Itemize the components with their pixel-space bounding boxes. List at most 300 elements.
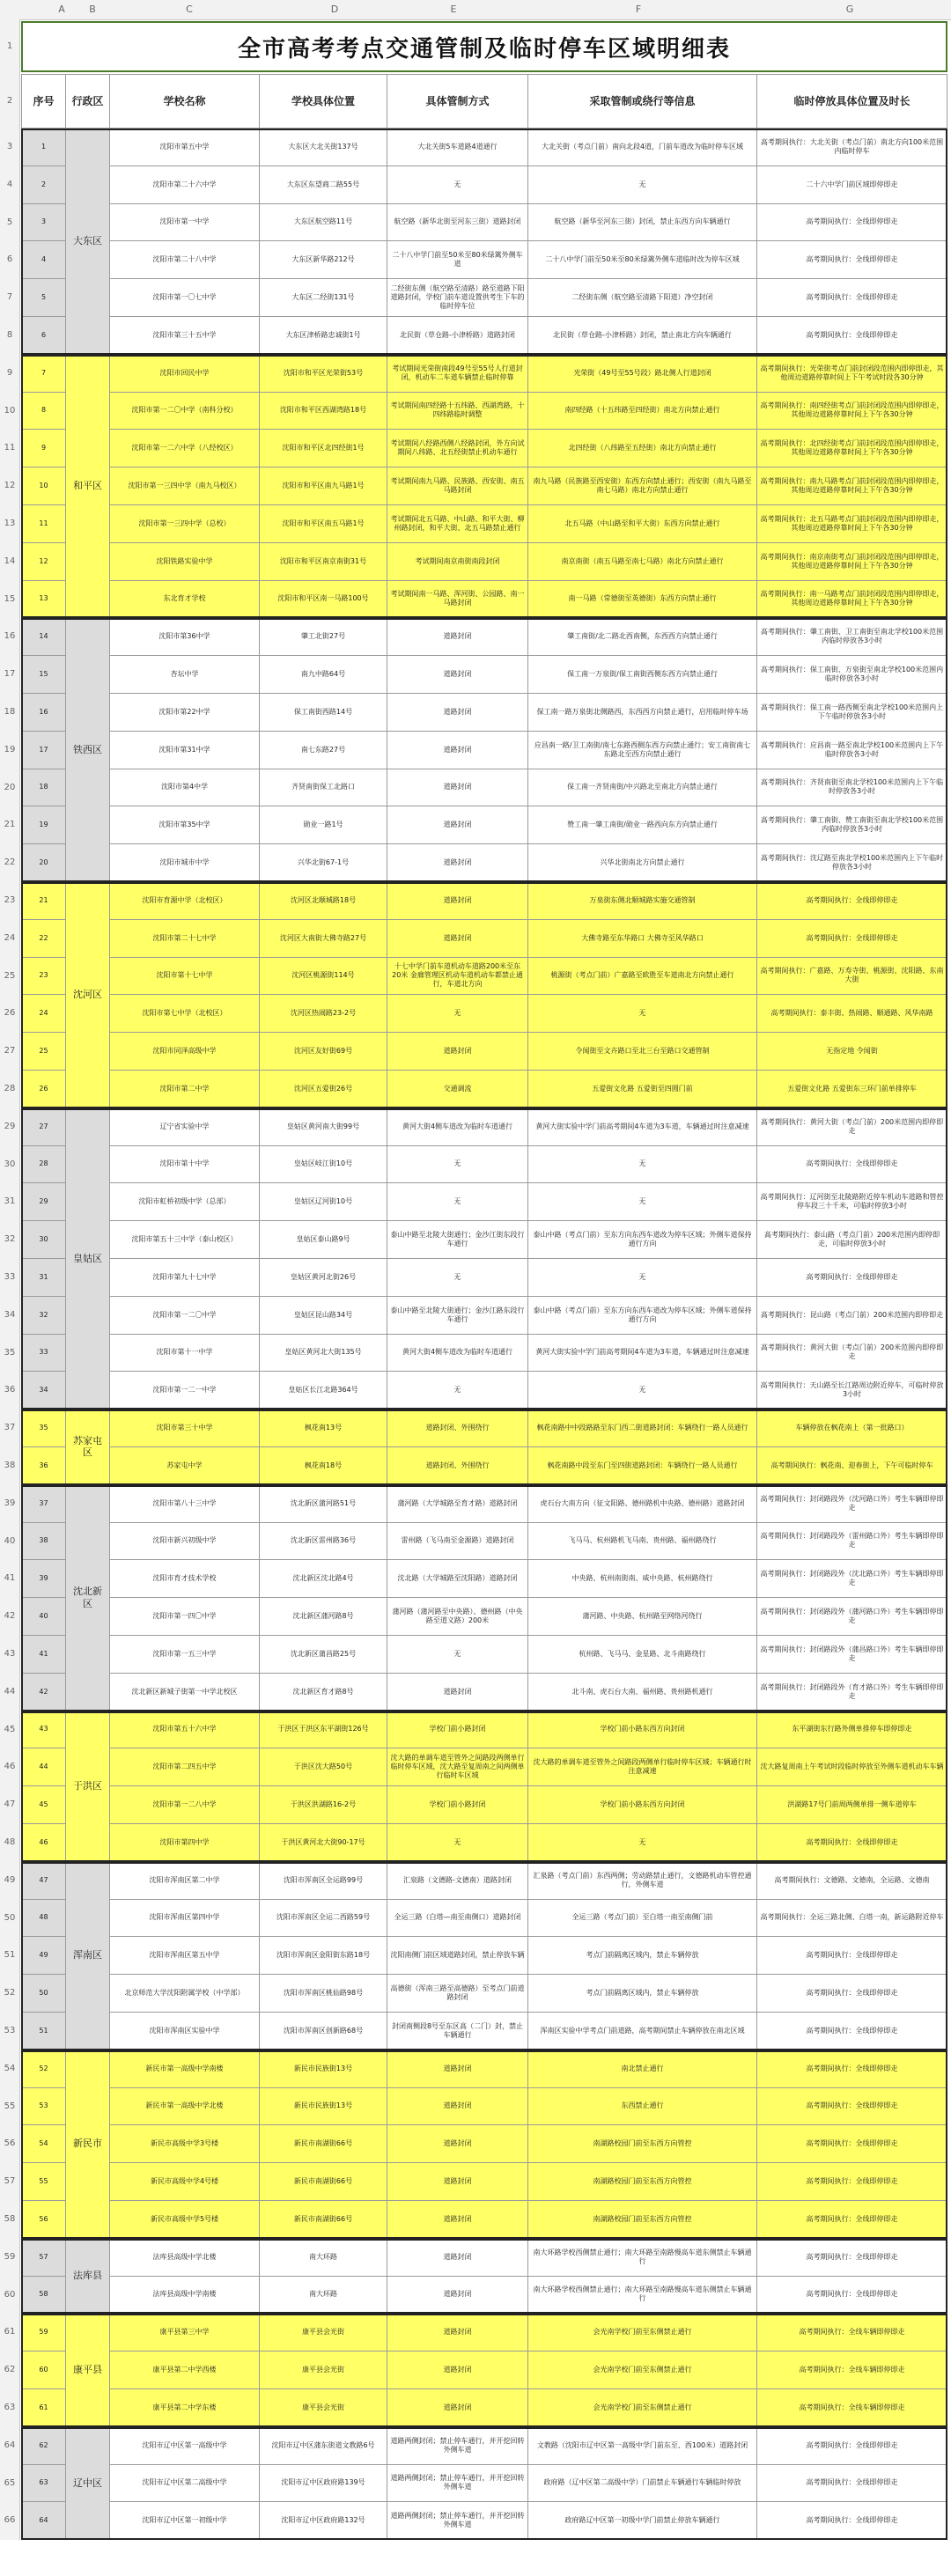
detour-info-cell[interactable]: 南九马路（民族路至西安街）东西方向禁止通行；西安街（南九马路至南七马路）南北方向禁止通行 xyxy=(528,467,757,505)
seq-cell[interactable]: 39 xyxy=(21,1560,66,1598)
detour-info-cell[interactable]: 南大环路学校西侧禁止通行；南大环路至南路慢高车道东侧禁止车辆通行 xyxy=(528,2239,757,2277)
row-number[interactable]: 44 xyxy=(0,1674,20,1711)
location-cell[interactable]: 皇姑区岐江街10号 xyxy=(260,1146,387,1184)
detour-info-cell[interactable]: 北民街（草仓路-小津桥路）封闭，禁止南北方向车辆通行 xyxy=(528,317,757,355)
location-cell[interactable]: 于洪区黄河北大街90-17号 xyxy=(260,1824,387,1862)
parking-cell[interactable]: 高考期间执行：黄河大街（考点门前）200米范围内即停即走 xyxy=(757,1335,947,1373)
row-number[interactable]: 41 xyxy=(0,1560,20,1598)
parking-cell[interactable]: 二十六中学门前区域即停即走 xyxy=(757,166,947,204)
detour-info-cell[interactable]: 浑南区实验中学考点门前道路，高考期间禁止车辆停放在南北区域 xyxy=(528,2013,757,2050)
control-method-cell[interactable]: 航空路（新华北街至河东三街）道路封闭 xyxy=(387,204,528,242)
school-name-cell[interactable]: 沈阳市第36中学 xyxy=(110,618,260,656)
location-cell[interactable]: 大东区大北关街137号 xyxy=(260,129,387,166)
parking-cell[interactable]: 高考期间执行：保工南街、万泉街至南北学校100米范围内临时停放各3小时 xyxy=(757,656,947,694)
control-method-cell[interactable]: 道路封闭、外围绕行 xyxy=(387,1447,528,1485)
detour-info-cell[interactable]: 五爱街文化路 五爱街至四圆门前 xyxy=(528,1071,757,1108)
location-cell[interactable]: 沈阳市和平区北四经街1号 xyxy=(260,430,387,467)
school-name-cell[interactable]: 沈阳市育源中学（北校区） xyxy=(110,882,260,920)
control-method-cell[interactable]: 无 xyxy=(387,1146,528,1184)
school-name-cell[interactable]: 沈阳市辽中区第一高级中学 xyxy=(110,2427,260,2465)
parking-cell[interactable]: 东平湖街东行路外侧单排停车即停即走 xyxy=(757,1711,947,1749)
detour-info-cell[interactable]: 无 xyxy=(528,1372,757,1409)
control-method-cell[interactable]: 道路封闭 xyxy=(387,2125,528,2163)
school-name-cell[interactable]: 沈阳市第十一中学 xyxy=(110,1335,260,1373)
control-method-cell[interactable]: 十七中学门前车道机动车道路200米至东20米 金廊管理区机动车道机动车都禁止通行，车道北方向 xyxy=(387,958,528,996)
parking-cell[interactable]: 高考期间执行：昆山路（考点门前）200米范围内即停即走 xyxy=(757,1297,947,1335)
seq-cell[interactable]: 22 xyxy=(21,920,66,958)
detour-info-cell[interactable]: 枫花南路中段至东门至四街道路封闭：车辆绕行一路人员通行 xyxy=(528,1447,757,1485)
seq-cell[interactable]: 63 xyxy=(21,2465,66,2503)
seq-cell[interactable]: 10 xyxy=(21,467,66,505)
district-cell[interactable]: 苏家屯区 xyxy=(66,1409,110,1485)
detour-info-cell[interactable]: 虎石台大南方向（征文阳路、德州路机中央路、德州路）道路封闭 xyxy=(528,1485,757,1523)
school-name-cell[interactable]: 法库县高级中学南楼 xyxy=(110,2277,260,2315)
control-method-cell[interactable]: 蒲河路（蒲河路至中央路）、德州路（中央路至道义路）200米 xyxy=(387,1598,528,1636)
row-number[interactable]: 39 xyxy=(0,1485,20,1523)
district-cell[interactable]: 铁西区 xyxy=(66,618,110,882)
location-cell[interactable]: 皇姑区辽河街10号 xyxy=(260,1183,387,1221)
control-method-cell[interactable]: 道路封闭 xyxy=(387,769,528,807)
detour-info-cell[interactable]: 二十八中学门前至50米至80米绿篱外侧车道临时改为停车区域 xyxy=(528,241,757,279)
detour-info-cell[interactable]: 保工南一路万泉街北侧路西，东西西方向禁止通行，启用临时停车场 xyxy=(528,694,757,732)
row-number[interactable]: 27 xyxy=(0,1033,20,1071)
detour-info-cell[interactable]: 黄河大街实验中学门前高考期间4车道为3车道，车辆通过时注意减速 xyxy=(528,1335,757,1373)
parking-cell[interactable]: 高考期间执行：肇工南街、赞工南街至南北学校100米范围内临时停放各3小时 xyxy=(757,806,947,844)
detour-info-cell[interactable]: 无 xyxy=(528,1824,757,1862)
school-name-cell[interactable]: 沈阳市城市中学 xyxy=(110,844,260,882)
parking-cell[interactable]: 高考期间执行：光荣街考点门前封闭段范围内即停即走，其他周边道路停靠时间上下午考试时段各30分钟 xyxy=(757,355,947,393)
parking-cell[interactable]: 高考期间执行：封闭路段外（蒲昌路口外）考生车辆即停即走 xyxy=(757,1636,947,1674)
row-number[interactable]: 55 xyxy=(0,2088,20,2126)
detour-info-cell[interactable]: 政府路辽中区第一初级中学门前禁止停放车辆通行 xyxy=(528,2502,757,2540)
row-number[interactable]: 26 xyxy=(0,995,20,1033)
control-method-cell[interactable]: 考试期间南一马路、浑河街、公园路、南一马路封闭 xyxy=(387,581,528,619)
seq-cell[interactable]: 23 xyxy=(21,958,66,996)
row-number[interactable]: 57 xyxy=(0,2163,20,2201)
location-cell[interactable]: 康平县会光街 xyxy=(260,2352,387,2389)
seq-cell[interactable]: 37 xyxy=(21,1485,66,1523)
detour-info-cell[interactable]: 万泉街东侧北顺城路实施交通管制 xyxy=(528,882,757,920)
row-number[interactable]: 46 xyxy=(0,1748,20,1786)
school-name-cell[interactable]: 沈阳市第二十七中学 xyxy=(110,920,260,958)
location-cell[interactable]: 沈河区五爱街26号 xyxy=(260,1071,387,1108)
seq-cell[interactable]: 49 xyxy=(21,1937,66,1975)
seq-cell[interactable]: 15 xyxy=(21,656,66,694)
control-method-cell[interactable]: 沈北路（大学城路至沈阳路）道路封闭 xyxy=(387,1560,528,1598)
detour-info-cell[interactable]: 南京南街（南五马路至南七马路）南北方向禁止通行 xyxy=(528,543,757,581)
control-method-cell[interactable]: 无 xyxy=(387,1183,528,1221)
control-method-cell[interactable]: 道路封闭 xyxy=(387,732,528,769)
school-name-cell[interactable]: 新民市第一高级中学北楼 xyxy=(110,2088,260,2126)
control-method-cell[interactable]: 二十八中学门前至50米至80米绿篱外侧车道 xyxy=(387,241,528,279)
seq-cell[interactable]: 31 xyxy=(21,1259,66,1297)
seq-cell[interactable]: 26 xyxy=(21,1071,66,1108)
parking-cell[interactable]: 高考期间执行：泰山路（考点门前）200米范围内即停即走，可临时停放3小时 xyxy=(757,1221,947,1259)
school-name-cell[interactable]: 沈阳市第三十中学 xyxy=(110,1409,260,1447)
detour-info-cell[interactable]: 桃源街（考点门前）广嘉路至欧胜至车道南北方向禁止通行 xyxy=(528,958,757,996)
parking-cell[interactable]: 高考期间执行：北五马路考点门前封闭段范围内即停即走，其他周边道路停靠时间上下午各30分钟 xyxy=(757,505,947,543)
school-name-cell[interactable]: 沈阳市第一二〇中学 xyxy=(110,1297,260,1335)
seq-cell[interactable]: 1 xyxy=(21,129,66,166)
detour-info-cell[interactable]: 南大环路学校西侧禁止通行；南大环路至南路慢高车道东侧禁止车辆通行 xyxy=(528,2277,757,2315)
parking-cell[interactable]: 高考期间执行：肇工南街、卫工南街至南北学校100米范围内临时停放各3小时 xyxy=(757,618,947,656)
row-number[interactable]: 29 xyxy=(0,1108,20,1146)
parking-cell[interactable]: 高考期间执行：应昌南一路至南北学校100米范围内上下午临时停放各3小时 xyxy=(757,732,947,769)
control-method-cell[interactable]: 道路封闭 xyxy=(387,1033,528,1071)
control-method-cell[interactable]: 大北关街5车道路4道通行 xyxy=(387,129,528,166)
seq-cell[interactable]: 2 xyxy=(21,166,66,204)
row-number[interactable]: 3 xyxy=(0,129,20,166)
control-method-cell[interactable]: 无 xyxy=(387,1824,528,1862)
parking-cell[interactable]: 高考期间执行：南九马路考点门前封闭段范围内即停即走，其他周边道路停靠时间上下午各30分钟 xyxy=(757,467,947,505)
location-cell[interactable]: 兴华北街67-1号 xyxy=(260,844,387,882)
location-cell[interactable]: 新民市民族街13号 xyxy=(260,2050,387,2088)
location-cell[interactable]: 沈阳市浑南区桃仙路98号 xyxy=(260,1975,387,2013)
row-number[interactable]: 17 xyxy=(0,656,20,694)
control-method-cell[interactable]: 考试期间南九马路、民族路、西安街、南五马路封闭 xyxy=(387,467,528,505)
location-cell[interactable]: 皇姑区昆山路34号 xyxy=(260,1297,387,1335)
location-cell[interactable]: 沈北新区蒲河路51号 xyxy=(260,1485,387,1523)
row-number[interactable]: 6 xyxy=(0,241,20,279)
control-method-cell[interactable]: 全运三路（白塔—南至南侧口）道路封闭 xyxy=(387,1900,528,1938)
location-cell[interactable]: 新民市民族街13号 xyxy=(260,2088,387,2126)
control-method-cell[interactable]: 无 xyxy=(387,1372,528,1409)
location-cell[interactable]: 沈河区大南街大佛寺路27号 xyxy=(260,920,387,958)
parking-cell[interactable]: 高考期间执行：全运三路北侧、白塔一南，新运路附近停车 xyxy=(757,1900,947,1938)
column-letter-e[interactable]: E xyxy=(450,4,457,15)
parking-cell[interactable]: 高考期间执行：广嘉路、万寿寺街、桃源街、沈阳路、东南大街 xyxy=(757,958,947,996)
parking-cell[interactable]: 五爱街文化路 五爱街东三环门前单排停车 xyxy=(757,1071,947,1108)
detour-info-cell[interactable]: 中央路、杭州南街南、威中央路、杭州路绕行 xyxy=(528,1560,757,1598)
control-method-cell[interactable]: 道路封闭 xyxy=(387,2163,528,2201)
row-number[interactable]: 63 xyxy=(0,2389,20,2427)
seq-cell[interactable]: 52 xyxy=(21,2050,66,2088)
parking-cell[interactable]: 高考期间执行：泰丰街、热闹路、顺通路、风华南路 xyxy=(757,995,947,1033)
detour-info-cell[interactable]: 泰山中路（考点门前）至东方向东西车道改为停车区域；外侧车道保持通行方向 xyxy=(528,1221,757,1259)
row-number[interactable]: 18 xyxy=(0,694,20,732)
seq-cell[interactable]: 59 xyxy=(21,2314,66,2352)
parking-cell[interactable]: 高考期间执行：全线即停即走 xyxy=(757,2088,947,2126)
location-cell[interactable]: 皇姑区黄河北街26号 xyxy=(260,1259,387,1297)
school-name-cell[interactable]: 沈阳市第一五三中学 xyxy=(110,1636,260,1674)
control-method-cell[interactable]: 北民街（草仓路-小津桥路）道路封闭 xyxy=(387,317,528,355)
parking-cell[interactable]: 高考期间执行：全线即停即走 xyxy=(757,2201,947,2239)
school-name-cell[interactable]: 沈阳市第35中学 xyxy=(110,806,260,844)
row-number[interactable]: 33 xyxy=(0,1259,20,1297)
school-name-cell[interactable]: 新民市高级中学5号楼 xyxy=(110,2201,260,2239)
school-name-cell[interactable]: 沈阳市第二十六中学 xyxy=(110,166,260,204)
control-method-cell[interactable]: 雷州路（飞马南至金源路）道路封闭 xyxy=(387,1523,528,1561)
district-cell[interactable]: 和平区 xyxy=(66,355,110,619)
school-name-cell[interactable]: 沈阳市第四中学 xyxy=(110,1824,260,1862)
control-method-cell[interactable]: 黄河大街4侧车道改为临时车道通行 xyxy=(387,1108,528,1146)
parking-cell[interactable]: 车辆停放在枫花南上（第一批路口） xyxy=(757,1409,947,1447)
school-name-cell[interactable]: 沈阳市第4中学 xyxy=(110,769,260,807)
school-name-cell[interactable]: 沈阳市新兴初级中学 xyxy=(110,1523,260,1561)
detour-info-cell[interactable]: 保工南一齐贤南街/中兴路北至南北方向禁止通行 xyxy=(528,769,757,807)
seq-cell[interactable]: 8 xyxy=(21,393,66,431)
seq-cell[interactable]: 32 xyxy=(21,1297,66,1335)
school-name-cell[interactable]: 沈阳市同泽高级中学 xyxy=(110,1033,260,1071)
control-method-cell[interactable]: 道路封闭 xyxy=(387,694,528,732)
location-cell[interactable]: 于洪区洪湖路16-2号 xyxy=(260,1786,387,1824)
school-name-cell[interactable]: 沈阳市第十七中学 xyxy=(110,958,260,996)
parking-cell[interactable]: 高考期间执行：南京南街考点门前封闭段范围内即停即走，其他周边道路停靠时间上下午各30分钟 xyxy=(757,543,947,581)
location-cell[interactable]: 沈阳市和平区西湖湾路18号 xyxy=(260,393,387,431)
detour-info-cell[interactable]: 二经街东侧（航空路至清路下阳道）净空封闭 xyxy=(528,279,757,317)
school-name-cell[interactable]: 沈阳市第31中学 xyxy=(110,732,260,769)
detour-info-cell[interactable]: 无 xyxy=(528,995,757,1033)
control-method-cell[interactable]: 道路封闭 xyxy=(387,2201,528,2239)
school-name-cell[interactable]: 沈阳市辽中区第二高级中学 xyxy=(110,2465,260,2503)
seq-cell[interactable]: 56 xyxy=(21,2201,66,2239)
detour-info-cell[interactable]: 沈大路的单调车道至管外之间路段两侧单行临时停车区域；车辆通行时注意减速 xyxy=(528,1748,757,1786)
location-cell[interactable]: 沈阳市和平区南一马路100号 xyxy=(260,581,387,619)
location-cell[interactable]: 大东区新华路212号 xyxy=(260,241,387,279)
row-number[interactable]: 2 xyxy=(0,74,20,129)
parking-cell[interactable]: 高考期间执行：文德路、文德南，全运路、文德南 xyxy=(757,1862,947,1900)
column-letter-f[interactable]: F xyxy=(635,4,642,15)
district-cell[interactable]: 新民市 xyxy=(66,2050,110,2239)
detour-info-cell[interactable]: 全运三路（考点门前）至白塔一南至南侧门前 xyxy=(528,1900,757,1938)
detour-info-cell[interactable]: 北四经街（八纬路至五经街）南北方向禁止通行 xyxy=(528,430,757,467)
seq-cell[interactable]: 3 xyxy=(21,204,66,242)
parking-cell[interactable]: 洪湖路17号门前周两侧单排一侧车道停车 xyxy=(757,1786,947,1824)
parking-cell[interactable]: 高考期间执行：封闭路段外（雷州路口外）考生车辆即停即走 xyxy=(757,1523,947,1561)
parking-cell[interactable]: 高考期间执行：全线车辆即停即走 xyxy=(757,2389,947,2427)
location-cell[interactable]: 勋业一路1号 xyxy=(260,806,387,844)
district-cell[interactable]: 皇姑区 xyxy=(66,1108,110,1409)
row-number[interactable]: 7 xyxy=(0,279,20,317)
location-cell[interactable]: 新民市南湖街66号 xyxy=(260,2201,387,2239)
detour-info-cell[interactable]: 会光南学校门前至东侧禁止通行 xyxy=(528,2389,757,2427)
row-number[interactable]: 52 xyxy=(0,1975,20,2013)
location-cell[interactable]: 沈阳市辽中区政府路139号 xyxy=(260,2465,387,2503)
location-cell[interactable]: 沈北新区雷州路36号 xyxy=(260,1523,387,1561)
location-cell[interactable]: 大东区航空路11号 xyxy=(260,204,387,242)
control-method-cell[interactable]: 道路封闭 xyxy=(387,882,528,920)
control-method-cell[interactable]: 道路封闭 xyxy=(387,2050,528,2088)
school-name-cell[interactable]: 北京师范大学沈阳附属学校（中学部） xyxy=(110,1975,260,2013)
row-number[interactable]: 58 xyxy=(0,2201,20,2239)
location-cell[interactable]: 大东区二经街131号 xyxy=(260,279,387,317)
row-number[interactable]: 66 xyxy=(0,2502,20,2540)
seq-cell[interactable]: 11 xyxy=(21,505,66,543)
control-method-cell[interactable]: 道路封闭 xyxy=(387,656,528,694)
row-number[interactable]: 40 xyxy=(0,1523,20,1561)
row-number[interactable]: 20 xyxy=(0,769,20,807)
detour-info-cell[interactable]: 南一马路（常德街至英德街）东西方向禁止通行 xyxy=(528,581,757,619)
row-number[interactable]: 11 xyxy=(0,430,20,467)
seq-cell[interactable]: 44 xyxy=(21,1748,66,1786)
location-cell[interactable]: 枫花南13号 xyxy=(260,1409,387,1447)
school-name-cell[interactable]: 辽宁省实验中学 xyxy=(110,1108,260,1146)
row-number[interactable]: 47 xyxy=(0,1786,20,1824)
location-cell[interactable]: 沈河区友好街69号 xyxy=(260,1033,387,1071)
seq-cell[interactable]: 34 xyxy=(21,1372,66,1409)
detour-info-cell[interactable]: 应昌南一路/卫工南街/南七东路西侧东西方向禁止通行；安工南街南七东路北至西方向禁止通行 xyxy=(528,732,757,769)
control-method-cell[interactable]: 汇泉路（文德路-文德南）道路封闭 xyxy=(387,1862,528,1900)
parking-cell[interactable]: 高考期间执行：全线即停即走 xyxy=(757,2050,947,2088)
row-number[interactable]: 12 xyxy=(0,467,20,505)
location-cell[interactable]: 皇姑区黄河北大街135号 xyxy=(260,1335,387,1373)
row-number[interactable]: 19 xyxy=(0,732,20,769)
parking-cell[interactable]: 高考期间执行：封闭路段外（沈北路口外）考生车辆即停即走 xyxy=(757,1560,947,1598)
parking-cell[interactable]: 高考期间执行：全线即停即走 xyxy=(757,1937,947,1975)
control-method-cell[interactable]: 学校门前小路封闭 xyxy=(387,1786,528,1824)
district-cell[interactable]: 于洪区 xyxy=(66,1711,110,1862)
detour-info-cell[interactable]: 学校门前小路东西方向封闭 xyxy=(528,1786,757,1824)
seq-cell[interactable]: 7 xyxy=(21,355,66,393)
seq-cell[interactable]: 50 xyxy=(21,1975,66,2013)
location-cell[interactable]: 沈阳市浑南区全运路99号 xyxy=(260,1862,387,1900)
parking-cell[interactable]: 高考期间执行：天山路至长江路周边附近停车，可临时停放3小时 xyxy=(757,1372,947,1409)
detour-info-cell[interactable]: 南湖路校园门前至东西方向管控 xyxy=(528,2163,757,2201)
seq-cell[interactable]: 13 xyxy=(21,581,66,619)
detour-info-cell[interactable]: 北五马路（中山路至和平大街）东西方向禁止通行 xyxy=(528,505,757,543)
row-number[interactable]: 37 xyxy=(0,1409,20,1447)
school-name-cell[interactable]: 沈阳市第22中学 xyxy=(110,694,260,732)
row-number[interactable]: 43 xyxy=(0,1636,20,1674)
district-cell[interactable]: 浑南区 xyxy=(66,1862,110,2050)
column-letter-g[interactable]: G xyxy=(845,4,854,15)
row-number[interactable]: 31 xyxy=(0,1183,20,1221)
location-cell[interactable]: 沈北新区沈北路4号 xyxy=(260,1560,387,1598)
control-method-cell[interactable]: 道路两侧封闭；禁止停车通行，并开挖回转外侧车道 xyxy=(387,2427,528,2465)
location-cell[interactable]: 于洪区沈大路50号 xyxy=(260,1748,387,1786)
parking-cell[interactable]: 高考期间执行：齐贤南街至南北学校100米范围内上下午临时停放各3小时 xyxy=(757,769,947,807)
parking-cell[interactable]: 高考期间执行：黄河大街（考点门前）200米范围内即停即走 xyxy=(757,1108,947,1146)
location-cell[interactable]: 沈北新区蒲昌路25号 xyxy=(260,1636,387,1674)
location-cell[interactable]: 沈阳市辽中区政府路132号 xyxy=(260,2502,387,2540)
row-number[interactable]: 53 xyxy=(0,2013,20,2050)
parking-cell[interactable]: 高考期间执行：全线即停即走 xyxy=(757,1146,947,1184)
seq-cell[interactable]: 30 xyxy=(21,1221,66,1259)
row-number[interactable]: 4 xyxy=(0,166,20,204)
parking-cell[interactable]: 高考期间执行：保工南一路西侧至南北学校100米范围内上下午临时停放各3小时 xyxy=(757,694,947,732)
parking-cell[interactable]: 高考期间执行：全线车辆即停即走 xyxy=(757,2352,947,2389)
parking-cell[interactable]: 高考期间执行：南一马路考点门前封闭段范围内即停即走，其他周边道路停靠时间上下午各30分钟 xyxy=(757,581,947,619)
location-cell[interactable]: 枫花南18号 xyxy=(260,1447,387,1485)
school-name-cell[interactable]: 沈阳市第二十八中学 xyxy=(110,241,260,279)
row-number[interactable]: 13 xyxy=(0,505,20,543)
detour-info-cell[interactable]: 会光南学校门前至东侧禁止通行 xyxy=(528,2352,757,2389)
column-letter-a[interactable]: A xyxy=(58,4,65,15)
row-number[interactable]: 9 xyxy=(0,355,20,393)
school-name-cell[interactable]: 东北育才学校 xyxy=(110,581,260,619)
parking-cell[interactable]: 高考期间执行：全线即停即走 xyxy=(757,2502,947,2540)
school-name-cell[interactable]: 沈阳市第一二〇中学（南科分校） xyxy=(110,393,260,431)
control-method-cell[interactable]: 道路封闭 xyxy=(387,2239,528,2277)
control-method-cell[interactable]: 考试期间南四经路十五纬路、西湖湾路，十四纬路临时调整 xyxy=(387,393,528,431)
row-number[interactable]: 14 xyxy=(0,543,20,581)
seq-cell[interactable]: 17 xyxy=(21,732,66,769)
school-name-cell[interactable]: 沈阳市第二四五中学 xyxy=(110,1748,260,1786)
location-cell[interactable]: 皇姑区泰山路9号 xyxy=(260,1221,387,1259)
row-number[interactable]: 36 xyxy=(0,1372,20,1409)
detour-info-cell[interactable]: 航空路（新华至河东三街）封闭，禁止东西方向车辆通行 xyxy=(528,204,757,242)
row-number[interactable]: 28 xyxy=(0,1071,20,1108)
control-method-cell[interactable]: 道路封闭 xyxy=(387,920,528,958)
seq-cell[interactable]: 25 xyxy=(21,1033,66,1071)
parking-cell[interactable]: 沈大路复周南上午考试时段临时停放至外侧车道机动车车辆 xyxy=(757,1748,947,1786)
control-method-cell[interactable]: 道路封闭 xyxy=(387,844,528,882)
control-method-cell[interactable]: 泰山中路至北陵大街通行；金沙江路东段行车通行 xyxy=(387,1297,528,1335)
seq-cell[interactable]: 24 xyxy=(21,995,66,1033)
location-cell[interactable]: 沈阳市和平区南五马路1号 xyxy=(260,505,387,543)
control-method-cell[interactable]: 道路封闭 xyxy=(387,618,528,656)
seq-cell[interactable]: 51 xyxy=(21,2013,66,2050)
location-cell[interactable]: 南七东路27号 xyxy=(260,732,387,769)
row-number[interactable]: 56 xyxy=(0,2125,20,2163)
seq-cell[interactable]: 16 xyxy=(21,694,66,732)
detour-info-cell[interactable]: 令闻街至文卉路口至北三台至路口交通管制 xyxy=(528,1033,757,1071)
school-name-cell[interactable]: 沈阳市第十中学 xyxy=(110,1146,260,1184)
seq-cell[interactable]: 64 xyxy=(21,2502,66,2540)
parking-cell[interactable]: 高考期间执行：全线即停即走 xyxy=(757,279,947,317)
school-name-cell[interactable]: 沈阳市第五十六中学 xyxy=(110,1711,260,1749)
control-method-cell[interactable]: 考试期间八经路西侧八经路封闭，外方向试期间八纬路、北五经街禁止机动车通行 xyxy=(387,430,528,467)
seq-cell[interactable]: 28 xyxy=(21,1146,66,1184)
district-cell[interactable]: 法库县 xyxy=(66,2239,110,2315)
row-number[interactable]: 49 xyxy=(0,1862,20,1900)
location-cell[interactable]: 康平县会光街 xyxy=(260,2389,387,2427)
control-method-cell[interactable]: 道路封闭 xyxy=(387,2314,528,2352)
column-letter-b[interactable]: B xyxy=(89,4,96,15)
school-name-cell[interactable]: 沈阳市第九十七中学 xyxy=(110,1259,260,1297)
district-cell[interactable]: 辽中区 xyxy=(66,2427,110,2540)
detour-info-cell[interactable]: 飞马马、杭州路机飞马南、贵州路、福州路绕行 xyxy=(528,1523,757,1561)
location-cell[interactable]: 新民市南湖街66号 xyxy=(260,2125,387,2163)
row-number[interactable]: 30 xyxy=(0,1146,20,1184)
row-number[interactable]: 10 xyxy=(0,393,20,431)
seq-cell[interactable]: 58 xyxy=(21,2277,66,2315)
seq-cell[interactable]: 19 xyxy=(21,806,66,844)
seq-cell[interactable]: 27 xyxy=(21,1108,66,1146)
school-name-cell[interactable]: 沈阳市虹桥初级中学（总部） xyxy=(110,1183,260,1221)
row-number[interactable]: 48 xyxy=(0,1824,20,1862)
parking-cell[interactable]: 高考期间执行：南四经街考点门前封闭段范围内即停即走，其他周边道路停靠时间上下午各30分钟 xyxy=(757,393,947,431)
school-name-cell[interactable]: 沈阳市回民中学 xyxy=(110,355,260,393)
school-name-cell[interactable]: 沈阳市第一二六中学（八经校区） xyxy=(110,430,260,467)
detour-info-cell[interactable]: 南湖路校园门前至东西方向管控 xyxy=(528,2201,757,2239)
parking-cell[interactable]: 高考期间执行：封闭路段外（育才路口外）考生车辆即停即走 xyxy=(757,1674,947,1711)
control-method-cell[interactable]: 沈阳南侧门前区域道路封闭，禁止停放车辆 xyxy=(387,1937,528,1975)
detour-info-cell[interactable]: 南北禁止通行 xyxy=(528,2050,757,2088)
location-cell[interactable]: 皇姑区长江北路364号 xyxy=(260,1372,387,1409)
parking-cell[interactable]: 高考期间执行：封闭路段外（沈河路口外）考生车辆即停即走 xyxy=(757,1485,947,1523)
row-number[interactable]: 21 xyxy=(0,806,20,844)
detour-info-cell[interactable]: 南湖路校园门前至东西方向管控 xyxy=(528,2125,757,2163)
seq-cell[interactable]: 38 xyxy=(21,1523,66,1561)
detour-info-cell[interactable]: 大北关街（考点门前）南向北段4道，门前车道改为临时停车区域 xyxy=(528,129,757,166)
school-name-cell[interactable]: 杏坛中学 xyxy=(110,656,260,694)
location-cell[interactable]: 齐贤南街保工北路口 xyxy=(260,769,387,807)
parking-cell[interactable]: 高考期间执行：全线即停即走 xyxy=(757,2125,947,2163)
control-method-cell[interactable]: 黄河大街4侧车道改为临时车道通行 xyxy=(387,1335,528,1373)
parking-cell[interactable]: 高考期间执行：全线即停即走 xyxy=(757,2427,947,2465)
school-name-cell[interactable]: 沈阳市浑南区第五中学 xyxy=(110,1937,260,1975)
location-cell[interactable]: 肇工北街27号 xyxy=(260,618,387,656)
control-method-cell[interactable]: 泰山中路至北陵大街通行；金沙江街东段行车通行 xyxy=(387,1221,528,1259)
row-number[interactable]: 25 xyxy=(0,958,20,996)
control-method-cell[interactable]: 道路封闭 xyxy=(387,2352,528,2389)
row-number[interactable]: 34 xyxy=(0,1297,20,1335)
parking-cell[interactable]: 高考期间执行：全线即停即走 xyxy=(757,1975,947,2013)
row-number[interactable]: 59 xyxy=(0,2239,20,2277)
district-cell[interactable]: 沈河区 xyxy=(66,882,110,1108)
school-name-cell[interactable]: 沈阳市第一三四中学（总校） xyxy=(110,505,260,543)
